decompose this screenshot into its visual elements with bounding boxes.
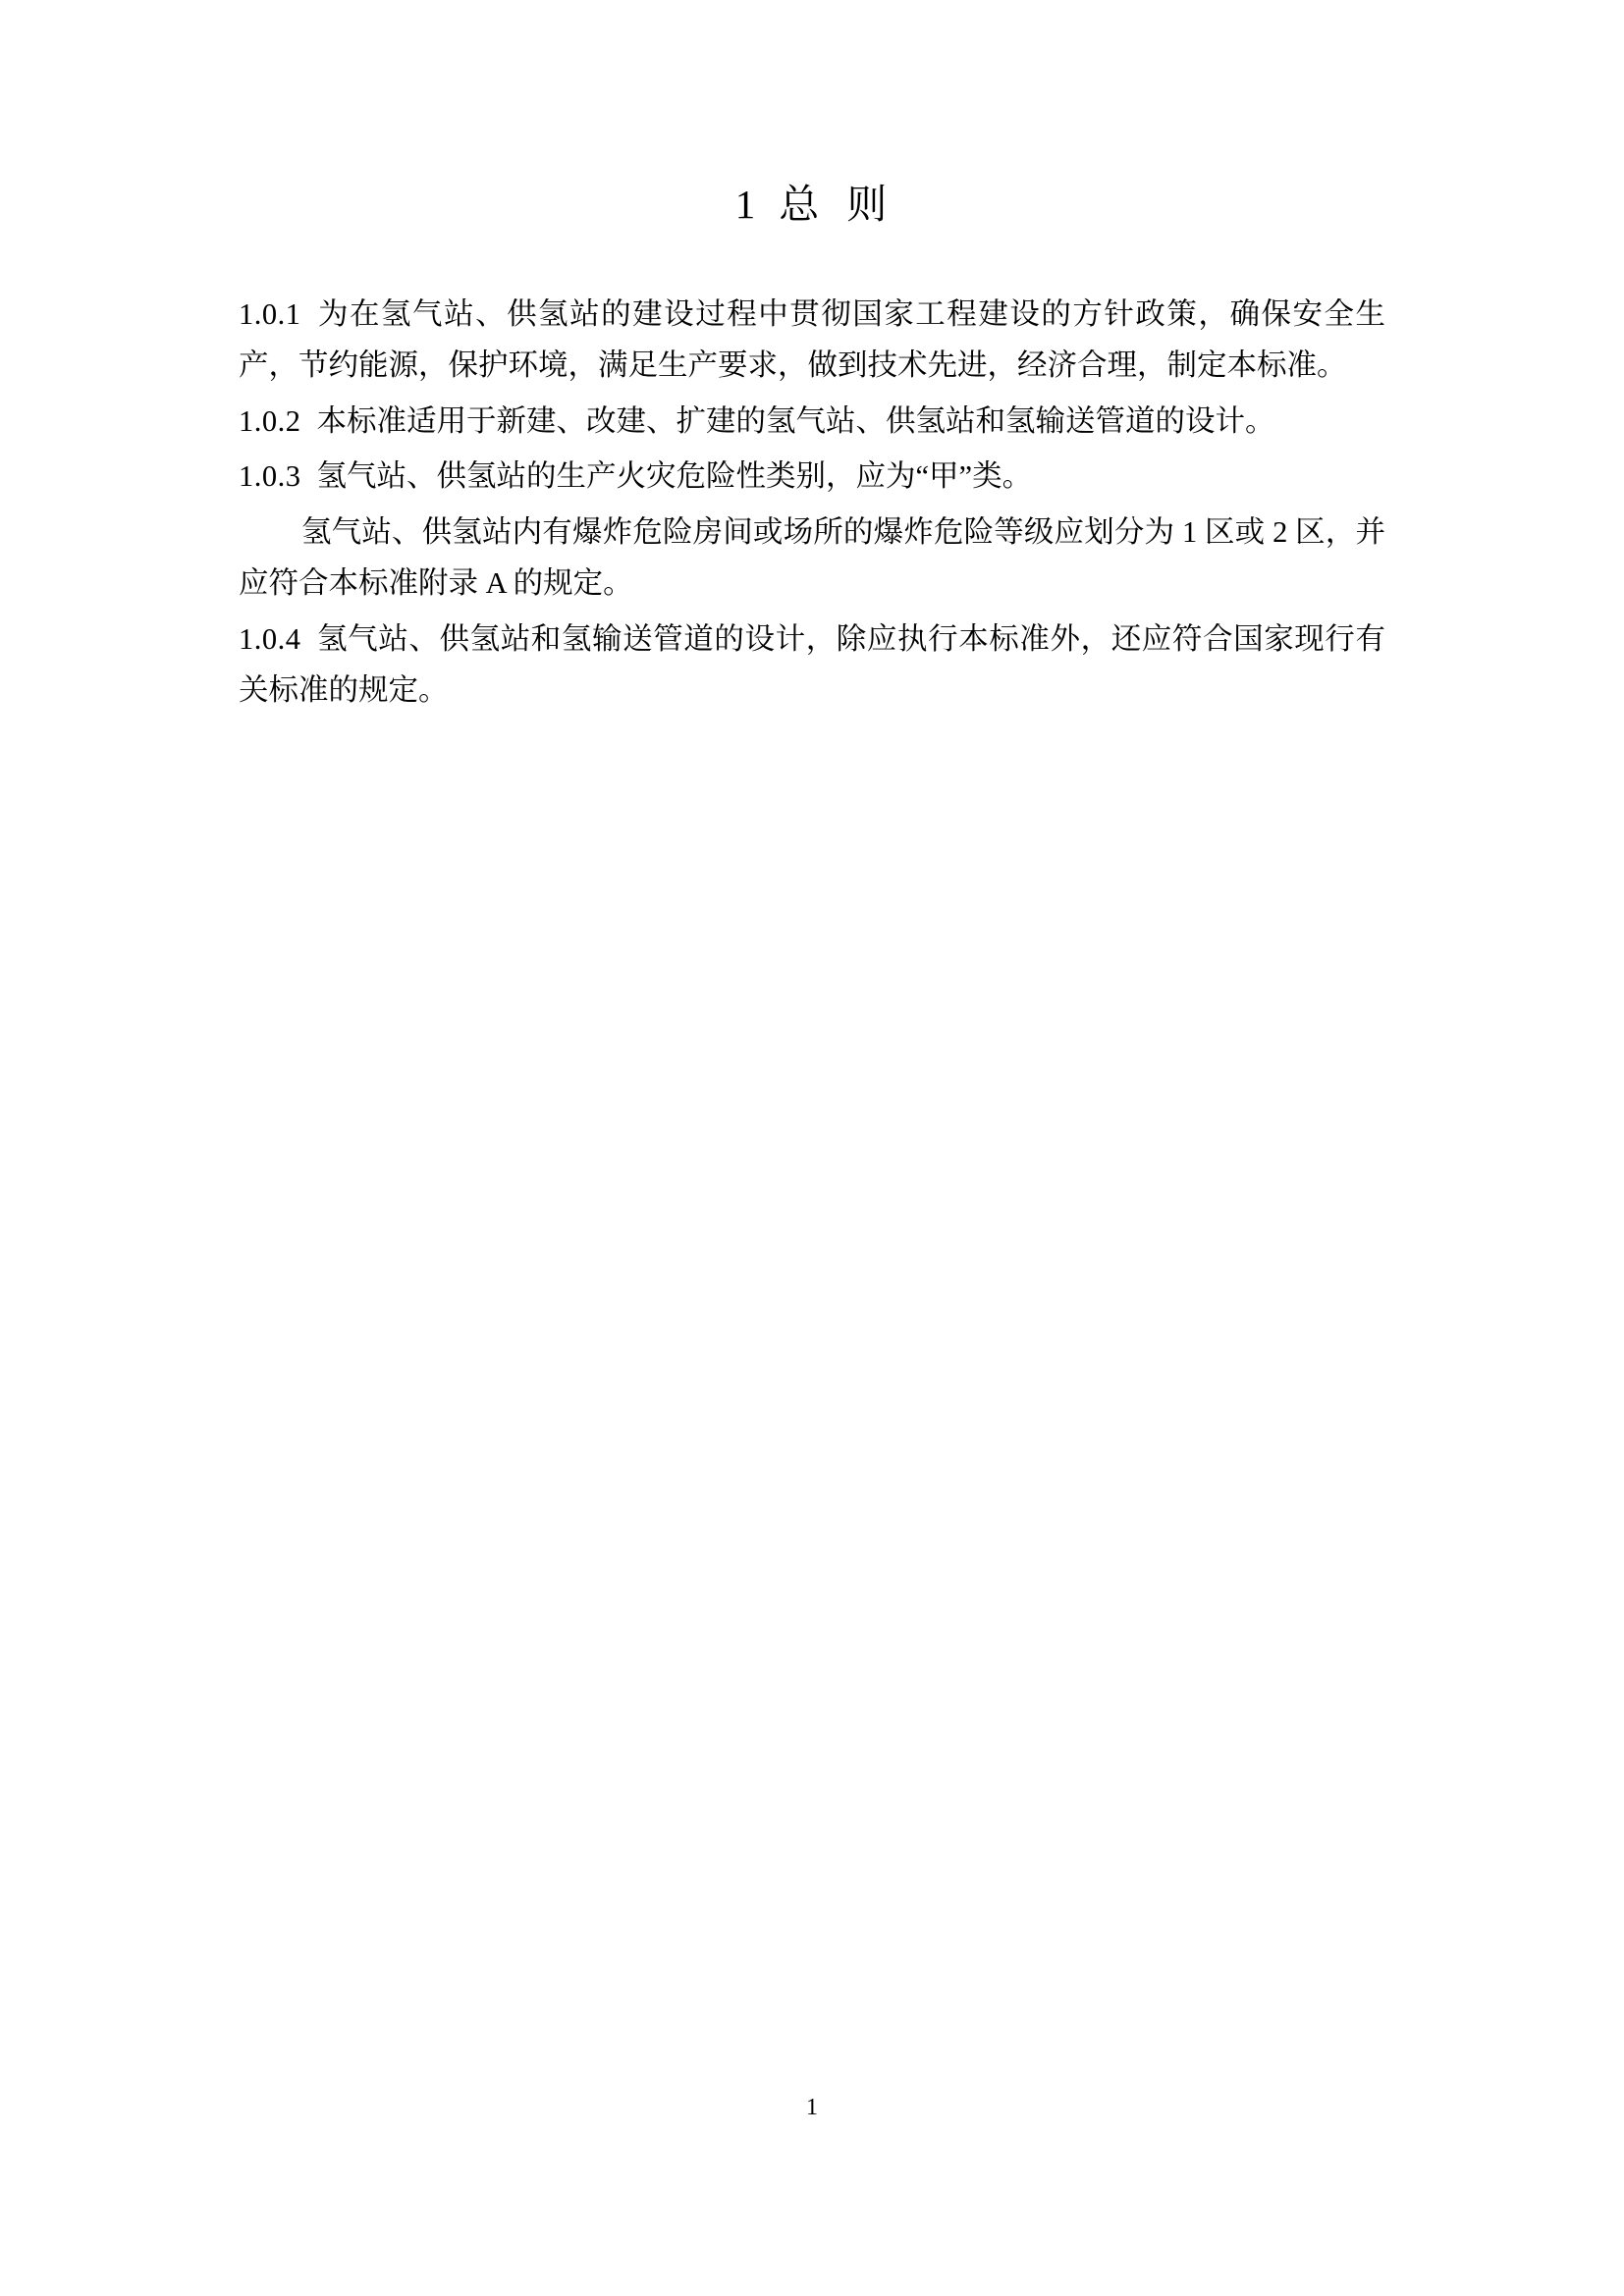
clause-number: 1.0.1 (239, 297, 301, 331)
clause-text: 氢气站、供氢站内有爆炸危险房间或场所的爆炸危险等级应划分为 1 区或 2 区，并应符合本标准附录 A 的规定。 (239, 514, 1385, 601)
chapter-title-char-2: 则 (846, 182, 890, 227)
clause-text: 为在氢气站、供氢站的建设过程中贯彻国家工程建设的方针政策，确保安全生产，节约能源，保护环境，满足生产要求，做到技术先进，经济合理，制定本标准。 (239, 297, 1385, 383)
page-content (239, 172, 1385, 721)
chapter-number: 1 (734, 182, 758, 227)
clause-paragraph (239, 451, 1385, 502)
clause-subparagraph (239, 507, 1385, 610)
clause-paragraph (239, 614, 1385, 717)
clause-number: 1.0.2 (239, 403, 301, 438)
clause-text: 氢气站、供氢站的生产火灾危险性类别，应为“甲”类。 (316, 459, 1033, 494)
page-number: 1 (806, 2095, 818, 2120)
page-title (239, 172, 1385, 230)
clause-text: 氢气站、供氢站和氢输送管道的设计，除应执行本标准外，还应符合国家现行有关标准的规定。 (239, 621, 1385, 708)
clause-paragraph (239, 396, 1385, 447)
clause-number: 1.0.4 (239, 621, 301, 656)
chapter-title-char-1: 总 (779, 182, 822, 227)
clause-paragraph (239, 289, 1385, 392)
clause-number: 1.0.3 (239, 459, 301, 494)
clause-text: 本标准适用于新建、改建、扩建的氢气站、供氢站和氢输送管道的设计。 (316, 403, 1275, 438)
